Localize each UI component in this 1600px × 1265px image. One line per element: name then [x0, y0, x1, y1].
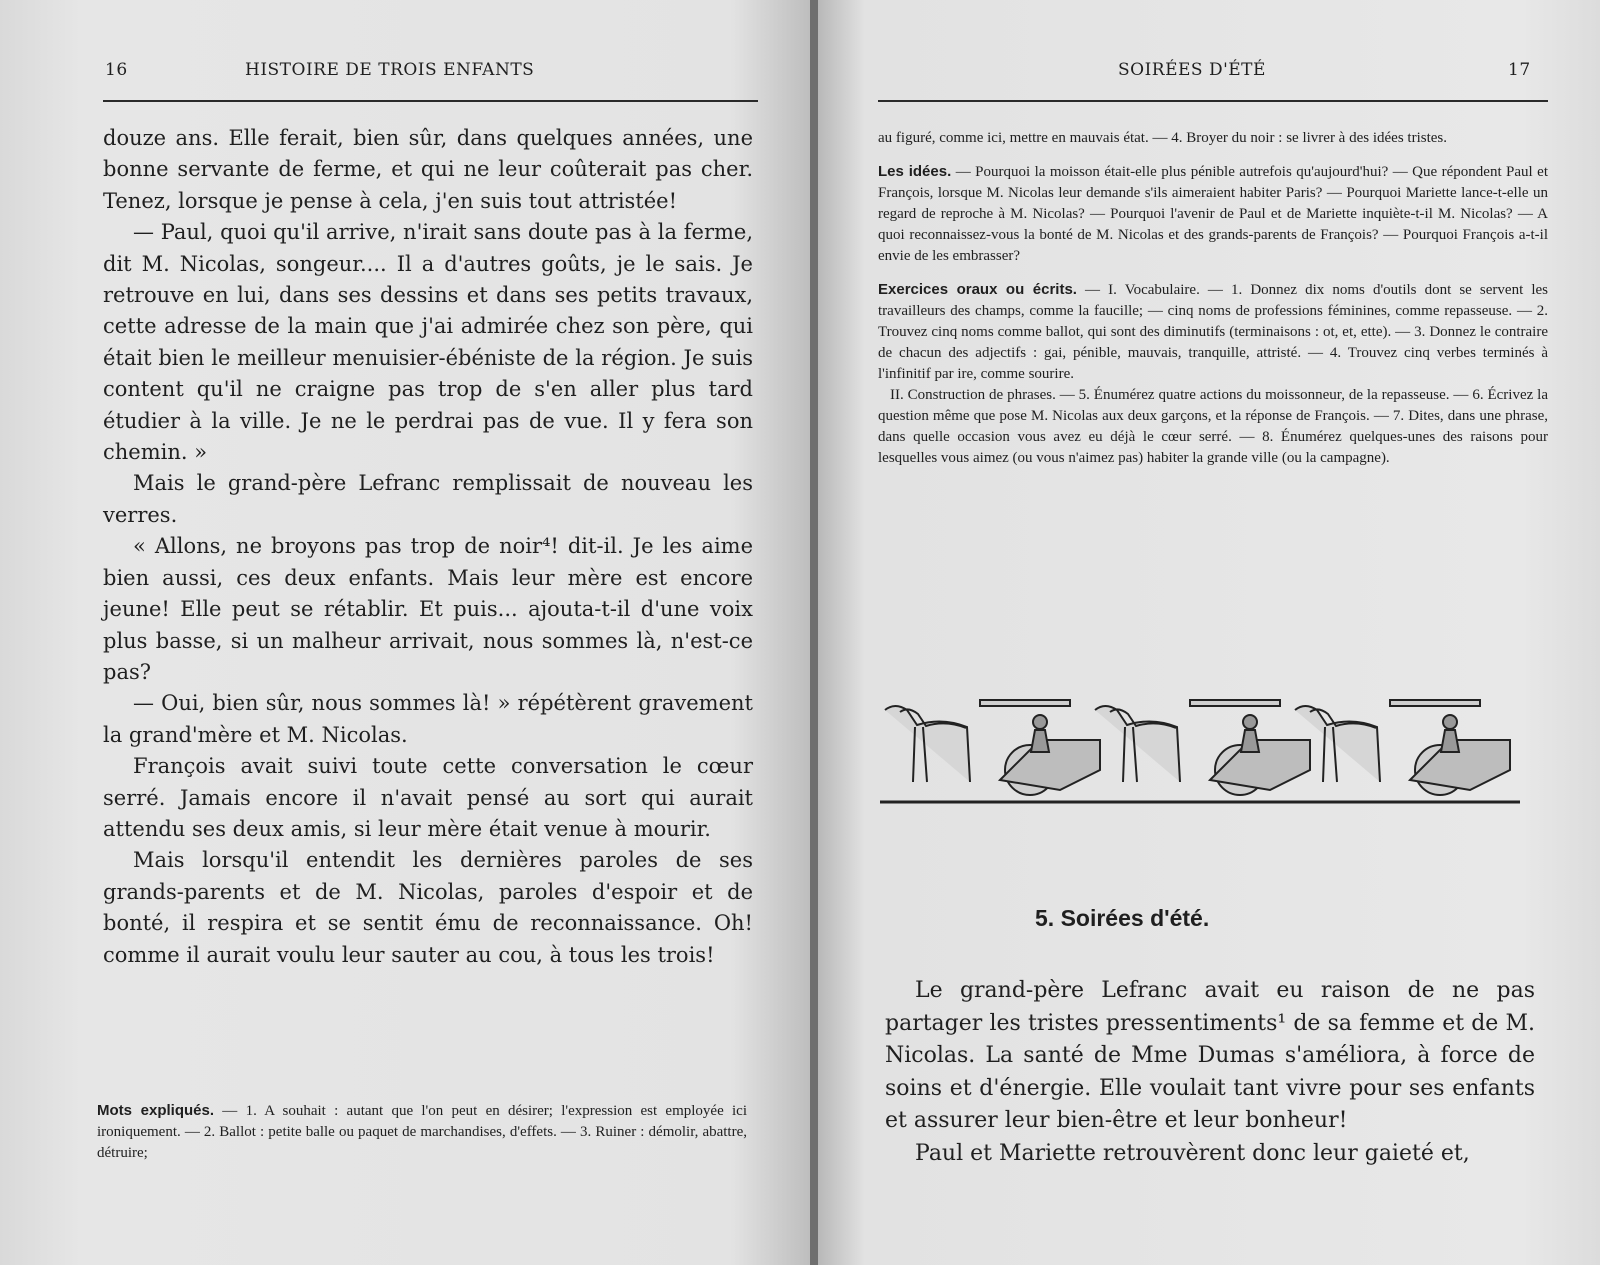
left-footnotes [97, 1100, 747, 1164]
footnotes-heading: Mots expliqués. [97, 1102, 215, 1119]
harvester-team-1 [885, 700, 1100, 795]
paragraph: — Oui, bien sûr, nous sommes là! » répétèrent gravement la grand'mère et M. Nicolas. [103, 691, 753, 747]
footnotes-continued: au figuré, comme ici, mettre en mauvais état. — 4. Broyer du noir : se livrer à des idées tristes. [878, 130, 1447, 146]
paragraph: François avait suivi toute cette conversation le cœur serré. Jamais encore il n'avait pensé au sort qui aurait attendu ses deux amis, si leur mère était venue à mourir. [103, 754, 753, 841]
left-body-text [103, 123, 753, 971]
paragraph: « Allons, ne broyons pas trop de noir⁴! dit-il. Je les aime bien aussi, ces deux enfants. Mais leur mère est encore jeune! Elle peut se rétablir. Et puis... ajouta-t-il d'une voix plus basse, si un malheur arrivait, nous sommes là, n'est-ce pas? [103, 534, 753, 684]
footnotes-text: — 1. A souhait : autant que l'on peut en désirer; l'expression est employée ici ironiquement. — 2. Ballot : petite balle ou paquet de marchandises, d'effets. — 3. Ruiner : démolir, abattre, détruire; [97, 1103, 747, 1161]
exercices-section [878, 279, 1548, 385]
paragraph: douze ans. Elle ferait, bien sûr, dans quelques années, une bonne servante de ferme, et qui ne leur coûterait pas cher. Tenez, lorsque je pense à cela, j'en suis tout attristée! [103, 126, 753, 213]
exercices-part1: — I. Vocabulaire. — 1. Donnez dix noms d'outils dont se servent les travailleurs des champs, comme la faucille; — cinq noms de professions féminines, comme repasseuse. — 2. Trouvez cinq noms comme ballot, qui sont des diminutifs (terminaisons : ot, et, ette). — 3. Donnez le contraire de chacun des adjectifs : gai, pénible, mauvais, tranquille, attristé. — 4. Trouvez cinq verbes terminés à l'infinitif par ire, comme sourire. [878, 282, 1548, 382]
idees-text: — Pourquoi la moisson était-elle plus pénible autrefois qu'aujourd'hui? — Que répondent Paul et François, lorsque M. Nicolas leur demande s'ils aimeraient habiter Paris? — Pourquoi Mariette lance-t-elle un regard de reproche à M. Nicolas? — Pourquoi l'avenir de Paul et de Mariette inquiète-t-il M. Nicolas? — A quoi reconnaissez-vous la bonté de M. Nicolas et des grands-parents de François? — Pourquoi François a-t-il envie de les embrasser? [878, 164, 1548, 264]
left-header-rule [103, 100, 758, 102]
right-notes [878, 128, 1548, 469]
exercices-part2: II. Construction de phrases. — 5. Énumérez quatre actions du moissonneur, de la repasseuse. — 6. Écrivez la question même que pose M. Nicolas aux deux garçons, et la réponse de François. — 7. Dites, dans une phrase, dans quelle occasion vous avez eu déjà le cœur serré. — 8. Énumérez quelques-unes des raisons pour lesquelles vous aimez (ou vous n'aimez pas) habiter la grande ville (ou la campagne). [878, 387, 1548, 466]
paragraph: Mais le grand-père Lefranc remplissait de nouveau les verres. [103, 471, 753, 527]
paragraph: Paul et Mariette retrouvèrent donc leur gaieté et, [915, 1140, 1470, 1166]
right-header-rule [878, 100, 1548, 102]
paragraph: — Paul, quoi qu'il arrive, n'irait sans doute pas à la ferme, dit M. Nicolas, songeur.... Il a d'autres goûts, je le sais. Je retrouve en lui, dans ses dessins et dans ses petits travaux, cette adresse de la main que j'ai admirée chez son père, qui était bien le meilleur menuisier-ébéniste de la région. Je suis content qu'il ne craigne pas trop de s'en aller plus tard étudier à la ville. Je ne le perdrai pas de vue. Il y fera son chemin. » [103, 220, 753, 465]
right-running-head: SOIRÉES D'ÉTÉ [1118, 60, 1266, 80]
right-body-text [885, 975, 1535, 1170]
harvesters-illustration [880, 690, 1520, 820]
harvester-team-2 [1095, 700, 1310, 795]
exercices-heading: Exercices oraux ou écrits. [878, 281, 1077, 298]
idees-section [878, 161, 1548, 267]
idees-heading: Les idées. [878, 163, 952, 180]
left-running-head: HISTOIRE DE TROIS ENFANTS [245, 60, 535, 80]
left-page-number: 16 [105, 60, 128, 80]
paragraph: Le grand-père Lefranc avait eu raison de ne pas partager les tristes pressentiments¹ de sa femme et de M. Nicolas. La santé de Mme Dumas s'améliora, à force de soins et d'énergie. Elle voulait tant vivre pour ses enfants et assurer leur bien-être et leur bonheur! [885, 978, 1535, 1133]
paragraph: Mais lorsqu'il entendit les dernières paroles de ses grands-parents et de M. Nicolas, paroles d'espoir et de bonté, il respira et se sentit ému de reconnaissance. Oh! comme il aurait voulu leur sauter au cou, à tous les trois! [103, 848, 753, 967]
chapter-title: 5. Soirées d'été. [1035, 905, 1210, 931]
right-page-number: 17 [1508, 60, 1531, 80]
harvester-team-3 [1295, 700, 1510, 795]
